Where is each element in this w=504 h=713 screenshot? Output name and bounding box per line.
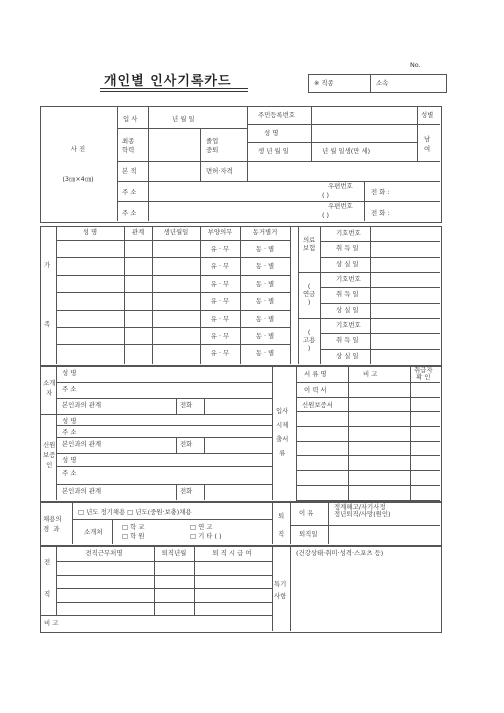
guarantor-phone-label: 전화 [180,401,193,409]
family-row-support: 유 · 무 [210,349,230,357]
page-title: 개인별 인사기록카드 [104,74,232,89]
family-row-support: 유 · 무 [210,332,230,340]
family-row-support: 유 · 무 [210,297,230,305]
insurance-item: 취 득 일 [336,290,359,298]
guarantor-row-label: 성 명 [62,456,77,464]
address-label-1: 주 소 [122,188,137,196]
guarantor-phone-label: 전화 [180,440,193,448]
retire-reason-value: 정계해고/자기사정 정년퇴직/사망(원인) [334,503,391,518]
insurance-item: 상 실 일 [336,352,359,360]
final-edu-label: 최종 학력 [122,137,135,154]
family-row-cohabit: 동 · 별 [255,262,275,270]
prev-h2: 퇴직년월 [161,549,187,557]
family-row-cohabit: 동 · 별 [255,332,275,340]
guarantor-row-label: 주 소 [62,428,77,436]
prev-h1: 전직근무처명 [85,549,123,557]
insurance-item: 기호번호 [336,229,361,237]
family-side-label: 가 족 [44,261,51,328]
hire-school: □ 학 교 [122,523,145,531]
guarantor-row-label: 본인과의 관계 [62,401,102,409]
insurance-item: 기호번호 [336,275,361,283]
guar-side-label: 신원 보증 인 [43,441,56,469]
birth-label: 생 년 월 일 [258,147,289,155]
dept-label: 소속 [376,79,389,87]
doc-guarantee: 신원보증서 [302,401,333,409]
license-label: 면허·자격 [206,167,233,175]
insurance-item: 상 실 일 [336,306,359,314]
family-section [40,226,442,366]
zip-paren-2: ( ) [322,211,330,219]
special-label: 특기 사항 [274,580,287,600]
gender-value: 남 여 [424,135,431,153]
family-row-support: 유 · 무 [210,245,230,253]
form-no: No. [410,61,421,69]
insurance-item: 기호번호 [336,321,361,329]
insurance-group-label: ( 고용 ) [303,328,316,352]
join-label: 입 사 [123,115,138,123]
hire-academy: □ 학 원 [122,532,145,540]
zip-paren-1: ( ) [322,191,330,199]
name-label: 성 명 [264,129,279,137]
guarantor-row-label: 주 소 [62,385,77,393]
fam-h-rel: 관계 [131,228,145,236]
family-row-cohabit: 동 · 별 [255,245,275,253]
docs-h-name: 서 류 명 [304,370,327,378]
guarantor-row-label: 성 명 [62,369,77,377]
insurance-group-label: 의료 보험 [303,236,316,252]
origin-label: 본 적 [122,167,137,175]
insurance-item: 취 득 일 [336,336,359,344]
fam-h-cohabit: 동거별거 [252,228,278,236]
note-label: 비 고 [44,619,59,627]
hire-other: □ 기 타 ( ) [190,532,222,540]
intro-side-label: 소개 자 [43,379,56,397]
photo-size: (3㎝×4㎝) [62,175,94,183]
join-date: 년 월 일 [172,115,195,123]
address-label-2: 주 소 [122,209,137,217]
grad-label: 졸업 중퇴 [206,137,219,154]
birth-value: 년 월 일생(만 세) [322,147,371,155]
phone-label-1: 전 화 : [371,188,390,196]
guarantor-row-label: 본인과의 관계 [62,487,102,495]
family-row-support: 유 · 무 [210,262,230,270]
guarantor-row-label: 본인과의 관계 [62,440,102,448]
docs-h-check: 취급자 확 인 [414,366,433,381]
zip-label-1: 우편번호 [328,182,353,190]
retire-reason-label: 이 유 [299,509,314,517]
job-type-label: ※ 직종 [314,79,334,87]
hire-side-label: 채용의 경 과 [43,515,62,533]
fam-h-birth: 생년월일 [163,228,189,236]
family-row-support: 유 · 무 [210,280,230,288]
photo-label: 사 진 [70,145,86,153]
prev-side-label: 전 직 [44,558,51,598]
zip-label-2: 우편번호 [328,202,353,210]
hire-relative: □ 연 고 [190,523,213,531]
rrn-label: 주민등록번호 [258,111,296,119]
guarantor-row-label: 성 명 [62,417,77,425]
family-row-cohabit: 동 · 별 [255,315,275,323]
insurance-item: 상 실 일 [336,260,359,268]
family-row-cohabit: 동 · 별 [255,297,275,305]
guarantor-phone-label: 전화 [180,487,193,495]
docs-side-label: 입사 시제 출서 류 [276,407,289,457]
docs-h-note: 비 고 [363,370,378,378]
fam-h-support: 부양의무 [207,228,233,236]
insurance-item: 취 득 일 [336,244,359,252]
insurance-group-label: ( 연금 ) [303,282,316,306]
fam-h-name: 성 명 [82,228,98,236]
family-row-support: 유 · 무 [210,315,230,323]
title-underline [100,88,248,92]
hire-regular: □ 년도 정기채용 □ 년도(중원·보충)채용 [78,508,192,516]
family-row-cohabit: 동 · 별 [255,349,275,357]
family-row-cohabit: 동 · 별 [255,280,275,288]
retire-side-label: 퇴 직 [278,512,285,538]
phone-label-2: 전 화 : [371,209,390,217]
guarantor-section [40,366,442,502]
hire-introducer: 소개처 [84,528,103,536]
gender-label: 성별 [421,111,434,119]
prev-section [40,546,442,633]
retire-date-label: 퇴직일 [299,530,318,538]
prev-h3: 퇴 직 시 급 여 [212,549,252,557]
doc-resume: 이 력 서 [304,386,327,394]
special-value: (건강상태·취미·성격·스포츠 등) [296,549,384,557]
guarantor-row-label: 주 소 [62,469,77,477]
